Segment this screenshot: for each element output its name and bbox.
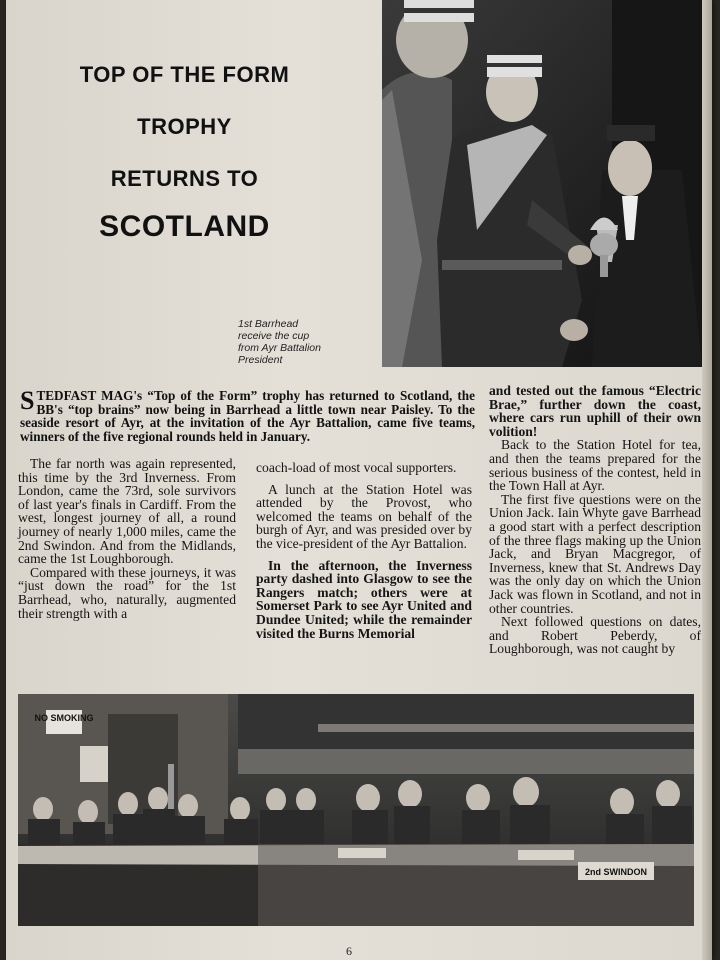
headline-line-2: TROPHY <box>137 114 232 139</box>
article-intro <box>20 386 475 444</box>
article-column-3 <box>489 384 701 656</box>
col1-paragraph-2: Compared with these journeys, it was “just down the road” for the 1st Barrhead, who, naturally, augmented their strength with a <box>18 564 236 621</box>
drop-cap: S <box>20 386 35 415</box>
col3-paragraph-4: Next followed questions on dates, and Robert Peberdy, of Loughborough, was not caught by <box>489 614 701 657</box>
caption-line-2: receive the cup <box>238 330 310 342</box>
photo-trophy-presentation <box>382 0 702 367</box>
photo-quiz-teams <box>18 694 694 926</box>
headline-line-1: TOP OF THE FORM <box>79 62 290 87</box>
intro-text: TEDFAST MAG's “Top of the Form” trophy has returned to Scotland, the BB's “top brains” now being in Barrhead a little town near Paisley. To the seaside resort of Ayr, at the invitation of the Ayr Battalion, came five teams, winners of the five regional rounds held in January. <box>20 388 475 444</box>
col3-paragraph-3: The first five questions were on the Union Jack. Iain Whyte gave Barrhead a good start with a perfect description of the three flags making up the Union Jack, and Bryan Macgregor, of Inverness, knew that St. Andrews Day was the only day on which the Union Jack was flown in Scotland, and not in other countries. <box>489 491 701 616</box>
photo-quiz-teams-image <box>18 694 694 926</box>
col3-paragraph-1: and tested out the famous “Electric Brae,” further down the coast, where cars run uphill of their own volition! <box>489 383 701 439</box>
photo-trophy-presentation-image <box>382 0 702 367</box>
no-smoking-sign: NO SMOKING <box>34 713 94 723</box>
article-column-2 <box>256 461 472 640</box>
headline-line-4: SCOTLAND <box>99 210 270 243</box>
caption-line-4: President <box>238 354 283 366</box>
col1-paragraph-1: The far north was again represented, this time by the 3rd Inverness. From London, came the 73rd, sole survivors of last year's finals in Cardiff. From the west, longest journey of all, a round journey of nearly 1,000 miles, came the 2nd Swindon. And from the Midlands, came the 1st Loughborough. <box>18 456 236 567</box>
caption-line-1: 1st Barrhead <box>238 318 299 330</box>
article-column-1 <box>18 457 236 620</box>
col2-paragraph-1: coach-load of most vocal supporters. <box>256 460 457 475</box>
team-name-card: 2nd SWINDON <box>585 867 647 877</box>
headline <box>12 50 357 244</box>
col3-paragraph-2: Back to the Station Hotel for tea, and then the teams prepared for the serious business of the contest, held in the Town Hall at Ayr. <box>489 437 701 494</box>
page-edge <box>702 0 712 960</box>
headline-line-3: RETURNS TO <box>110 166 259 191</box>
caption-line-3: from Ayr Battalion <box>238 342 321 354</box>
col2-paragraph-2: A lunch at the Station Hotel was attended by the Provost, who welcomed the teams on behalf of the burgh of Ayr, and was presided over by the vice-president of the Ayr Battalion. <box>256 481 472 551</box>
page-number: 6 <box>346 944 352 958</box>
photo-caption <box>238 318 368 366</box>
col2-paragraph-3: In the afternoon, the Inverness party dashed into Glasgow to see the Rangers match; others were at Somerset Park to see Ayr United and Dundee United; while the remainder visited the Burns Memorial <box>256 557 472 641</box>
